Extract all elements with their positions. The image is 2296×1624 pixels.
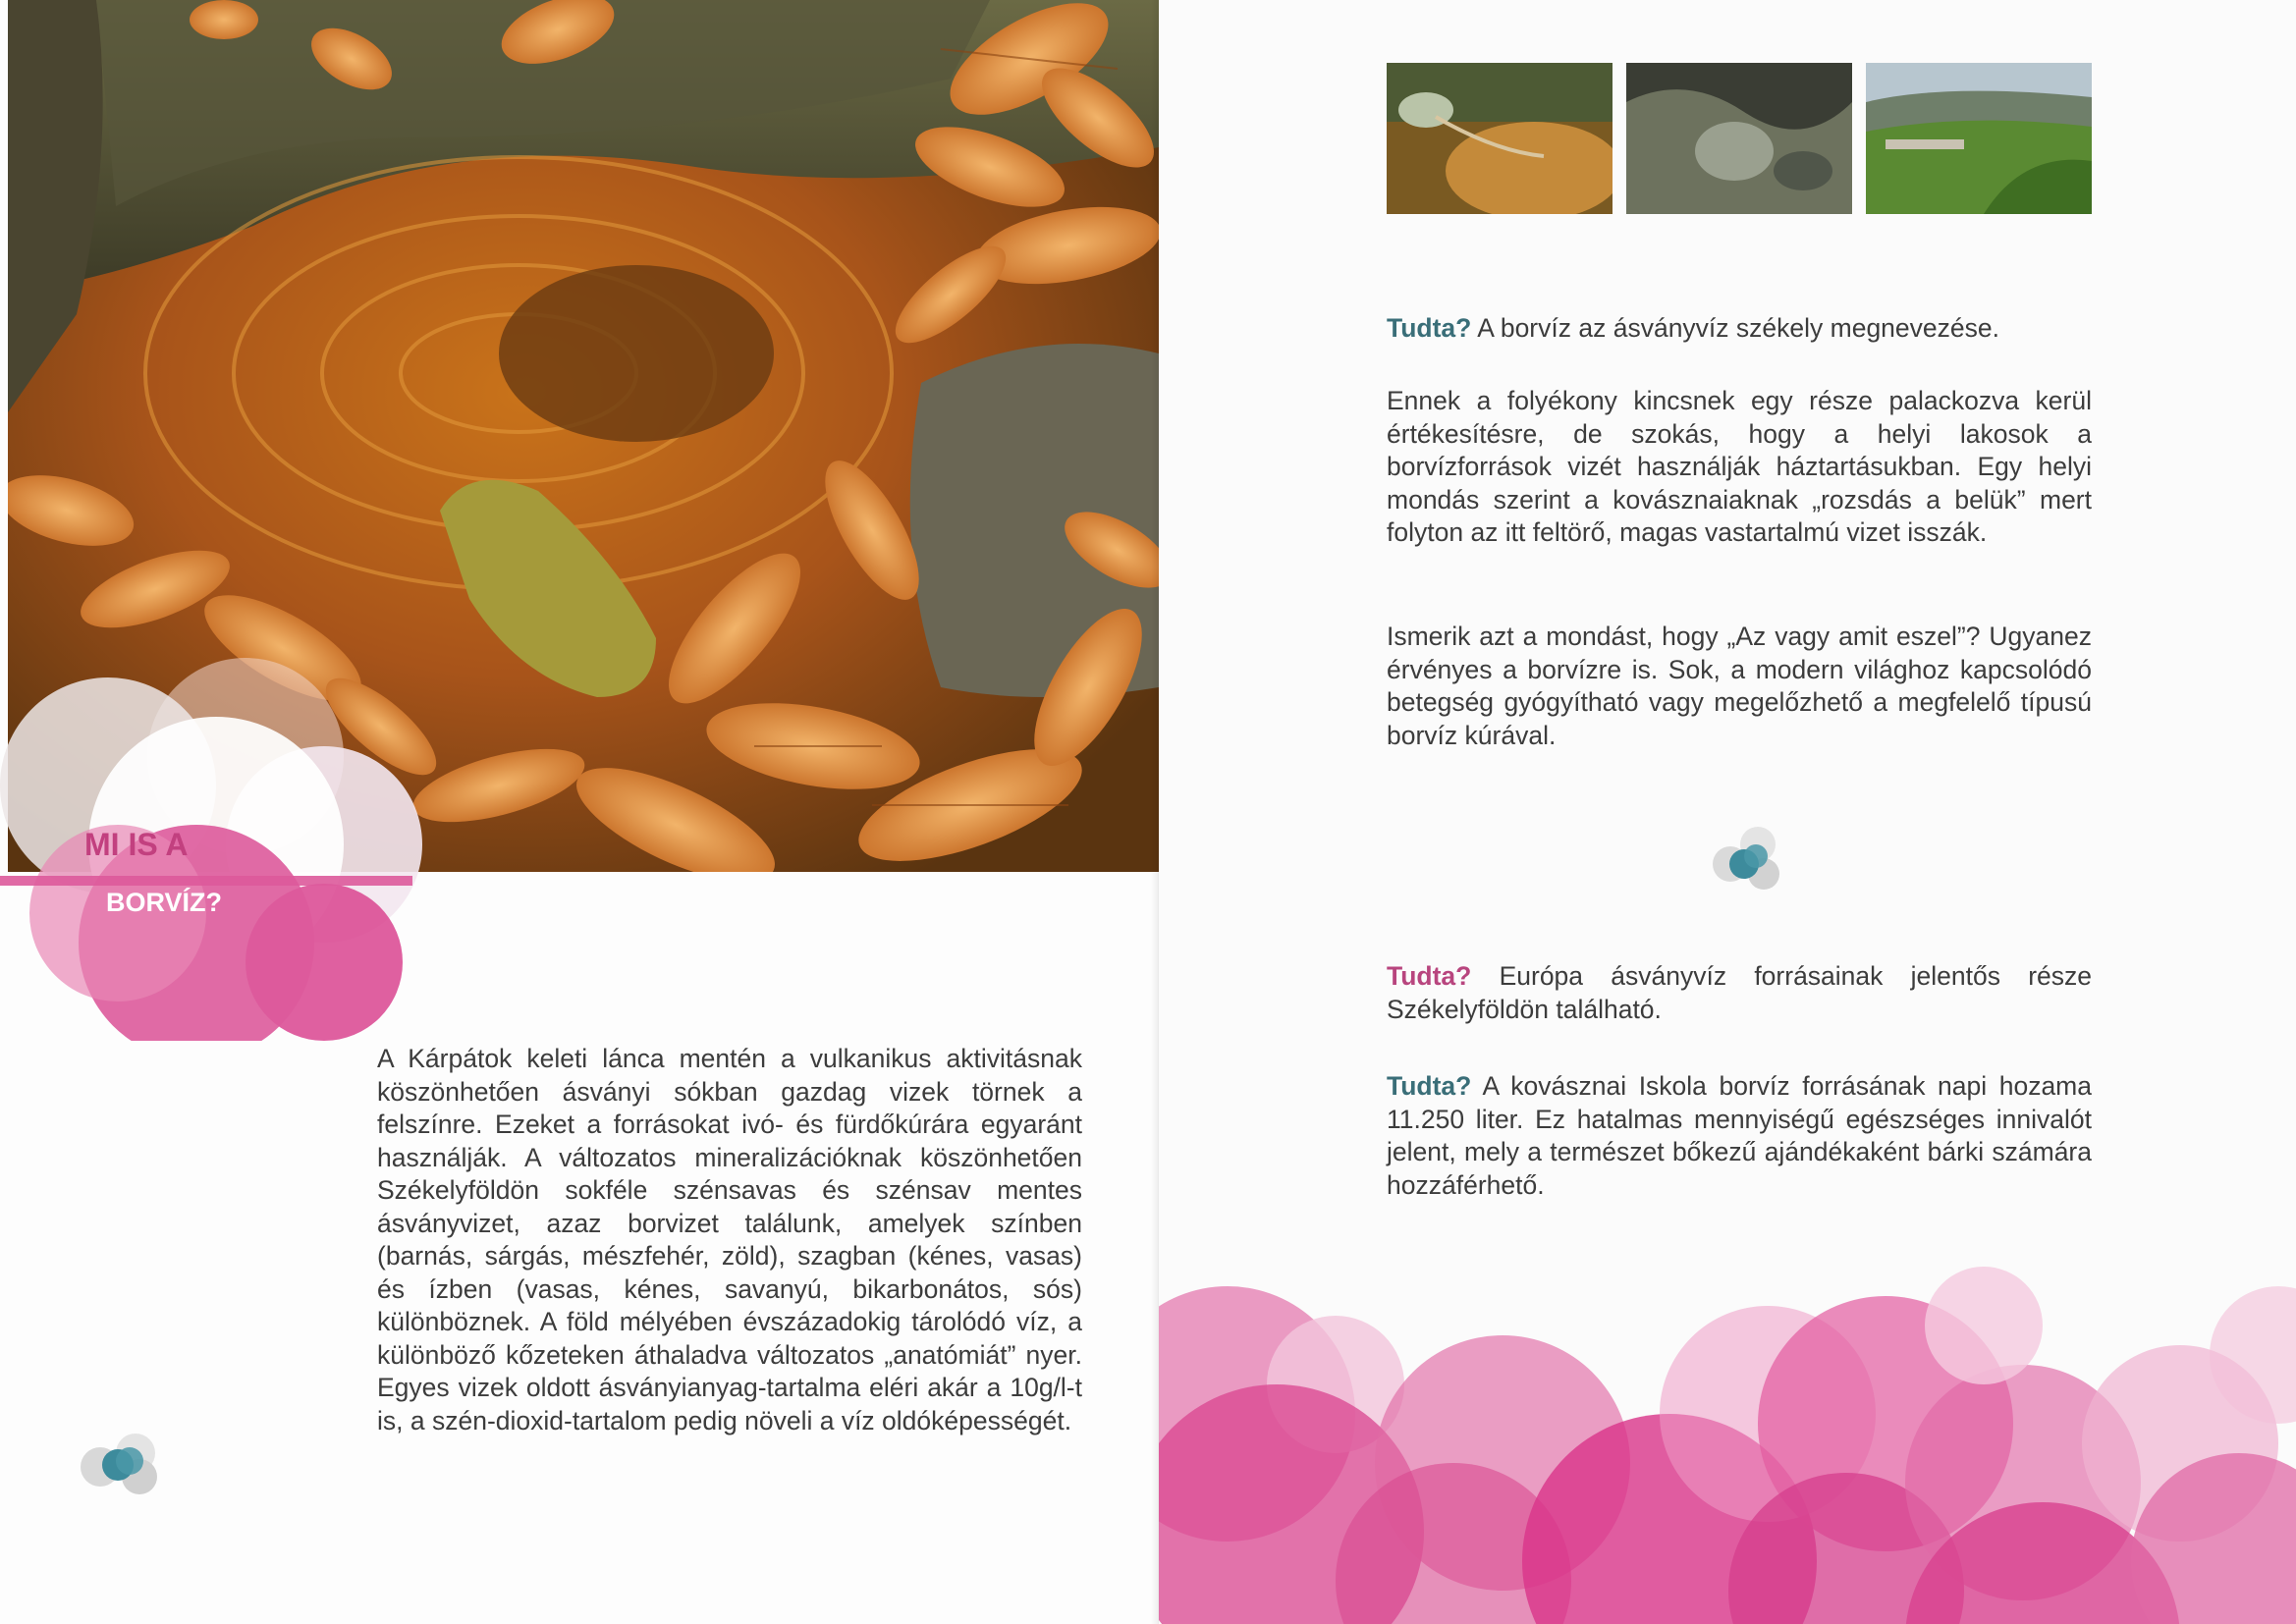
fact-2-text: Európa ásványvíz forrásainak jelentős része Székelyföldön található. <box>1387 961 2092 1024</box>
fact-3-lead: Tudta? <box>1387 1071 1472 1101</box>
decorative-dots <box>79 1426 167 1504</box>
title-bubble-cluster <box>0 648 432 1041</box>
paragraph-1 <box>1387 385 2092 550</box>
thumb-spring-photo <box>1387 63 1613 214</box>
thumb-landscape-photo <box>1866 63 2092 214</box>
fact-3-text: A kovásznai Iskola borvíz forrásának napi hozama 11.250 liter. Ez hatalmas mennyiségű egészséges innivalót jelent, mely a természet bőkezű ajándékaként bárki számára hozzáférhető. <box>1387 1071 2092 1200</box>
intro-text: A Kárpátok keleti lánca mentén a vulkanikus aktivitásnak köszönhetően ásványi sókban gazdag vizek törnek a felszínre. Ezeket a forrásokat ivó- és fürdőkúrára egyaránt használják. A változatos mineralizációknak köszönhetően Székelyföldön sokféle szénsavas és szénsav mentes ásványvizet, azaz borvizet találunk, amelyek színben (barnás, sárgás, mészfehér, zöld), szagban (kénes, vasas) és ízben (vasas, kénes, savanyú, bikarbonátos, sós) különböznek. A föld mélyében évszázadokig tárolódó víz, a különböző kőzeteken áthaladva változatos „anatómiát” nyer. Egyes vizek oldott ásványianyag-tartalma eléri akár a 10g/l-t is, a szén-dioxid-tartalom pedig növeli a víz oldóképességét. <box>377 1044 1082 1435</box>
right-page <box>1159 0 2296 1624</box>
fact-1-lead: Tudta? <box>1387 313 1472 343</box>
fact-3 <box>1387 1070 2092 1202</box>
fact-2-lead: Tudta? <box>1387 961 1472 991</box>
page-title-line2: BORVÍZ? <box>106 888 223 917</box>
thumb-rock-photo <box>1626 63 1852 214</box>
footer-bubble-band <box>1159 1267 2296 1624</box>
fact-2 <box>1387 960 2092 1026</box>
decorative-dots <box>1709 821 1797 899</box>
paragraph-2 <box>1387 621 2092 752</box>
paragraph-1-text: Ennek a folyékony kincsnek egy része palackozva kerül értékesítésre, de szokás, hogy a helyi lakosok a borvízforrások vizét használják háztartásukban. Egy helyi mondás szerint a kovásznaiaknak „rozsdás a belük” mert folyton az itt feltörő, magas vastartalmú vizet isszák. <box>1387 386 2092 547</box>
fact-1-text: A borvíz az ásványvíz székely megnevezése. <box>1471 313 1999 343</box>
fact-1 <box>1387 312 2092 346</box>
paragraph-2-text: Ismerik azt a mondást, hogy „Az vagy amit eszel”? Ugyanez érvényes a borvízre is. Sok, a modern világhoz kapcsolódó betegség gyógyítható vagy megelőzhető a megfelelő típusú borvíz kúrával. <box>1387 622 2092 750</box>
page-title-line1: MI IS A <box>84 827 189 862</box>
intro-paragraph <box>377 1043 1082 1437</box>
